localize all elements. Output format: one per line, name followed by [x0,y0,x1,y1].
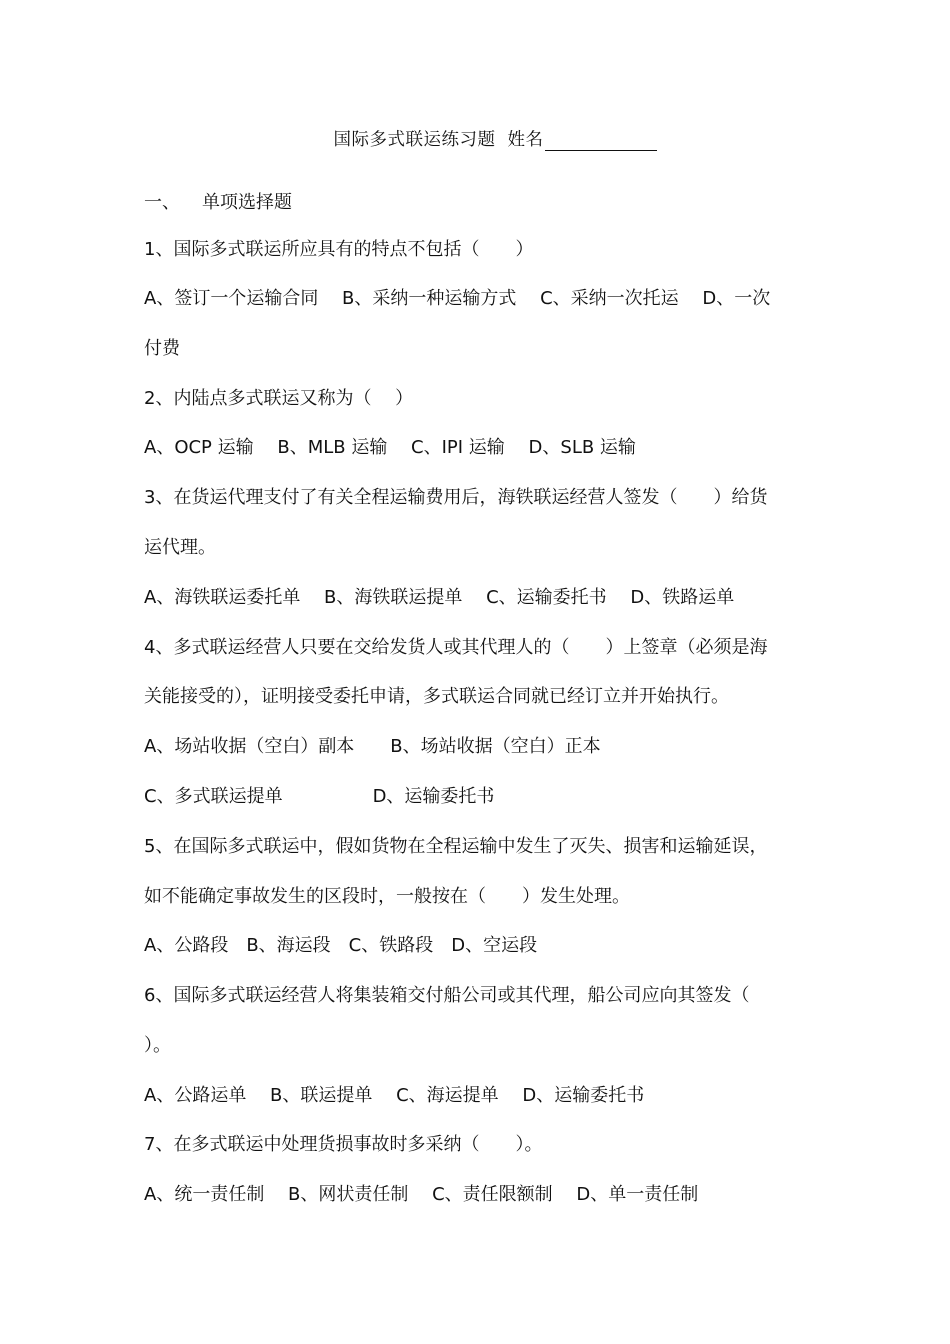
question-1-options-cont: 付费 [144,338,180,359]
question-3: 3、在货运代理支付了有关全程运输费用后，海铁联运经营人签发（ ）给货 [144,487,768,508]
question-2-options: A、OCP 运输 B、MLB 运输 C、IPI 运输 D、SLB 运输 [144,437,636,458]
title-text: 国际多式联运练习题 [333,130,496,150]
question-4: 4、多式联运经营人只要在交给发货人或其代理人的（ ）上签章（必须是海 [144,637,768,658]
question-5-options: A、公路段 B、海运段 C、铁路段 D、空运段 [144,935,538,956]
question-6: 6、国际多式联运经营人将集装箱交付船公司或其代理，船公司应向其签发（ [144,985,750,1006]
question-4-cont: 关能接受的），证明接受委托申请，多式联运合同就已经订立并开始执行。 [144,686,729,707]
name-blank-line [545,134,657,151]
question-7: 7、在多式联运中处理货损事故时多采纳（ ）。 [144,1134,543,1155]
question-6-options: A、公路运单 B、联运提单 C、海运提单 D、运输委托书 [144,1085,645,1106]
section-label: 单项选择题 [202,192,292,213]
question-3-options: A、海铁联运委托单 B、海铁联运提单 C、运输委托书 D、铁路运单 [144,587,735,608]
question-3-cont: 运代理。 [144,537,216,558]
question-5-cont: 如不能确定事故发生的区段时，一般按在（ ）发生处理。 [144,886,630,907]
question-2: 2、内陆点多式联运又称为（ ） [144,388,414,409]
question-4-options-cd: C、多式联运提单 D、运输委托书 [144,786,495,807]
page-title [0,126,950,151]
section-heading [144,188,292,214]
question-7-options: A、统一责任制 B、网状责任制 C、责任限额制 D、单一责任制 [144,1184,699,1205]
question-1-options: A、签订一个运输合同 B、采纳一种运输方式 C、采纳一次托运 D、一次 [144,288,771,309]
question-4-options-ab: A、场站收据（空白）副本 B、场站收据（空白）正本 [144,736,601,757]
question-6-cont: ）。 [144,1035,171,1056]
section-number: 一、 [144,192,180,213]
name-label: 姓名 [507,130,544,150]
question-5: 5、在国际多式联运中，假如货物在全程运输中发生了灭失、损害和运输延误， [144,836,768,857]
question-1: 1、国际多式联运所应具有的特点不包括（ ） [144,239,534,260]
